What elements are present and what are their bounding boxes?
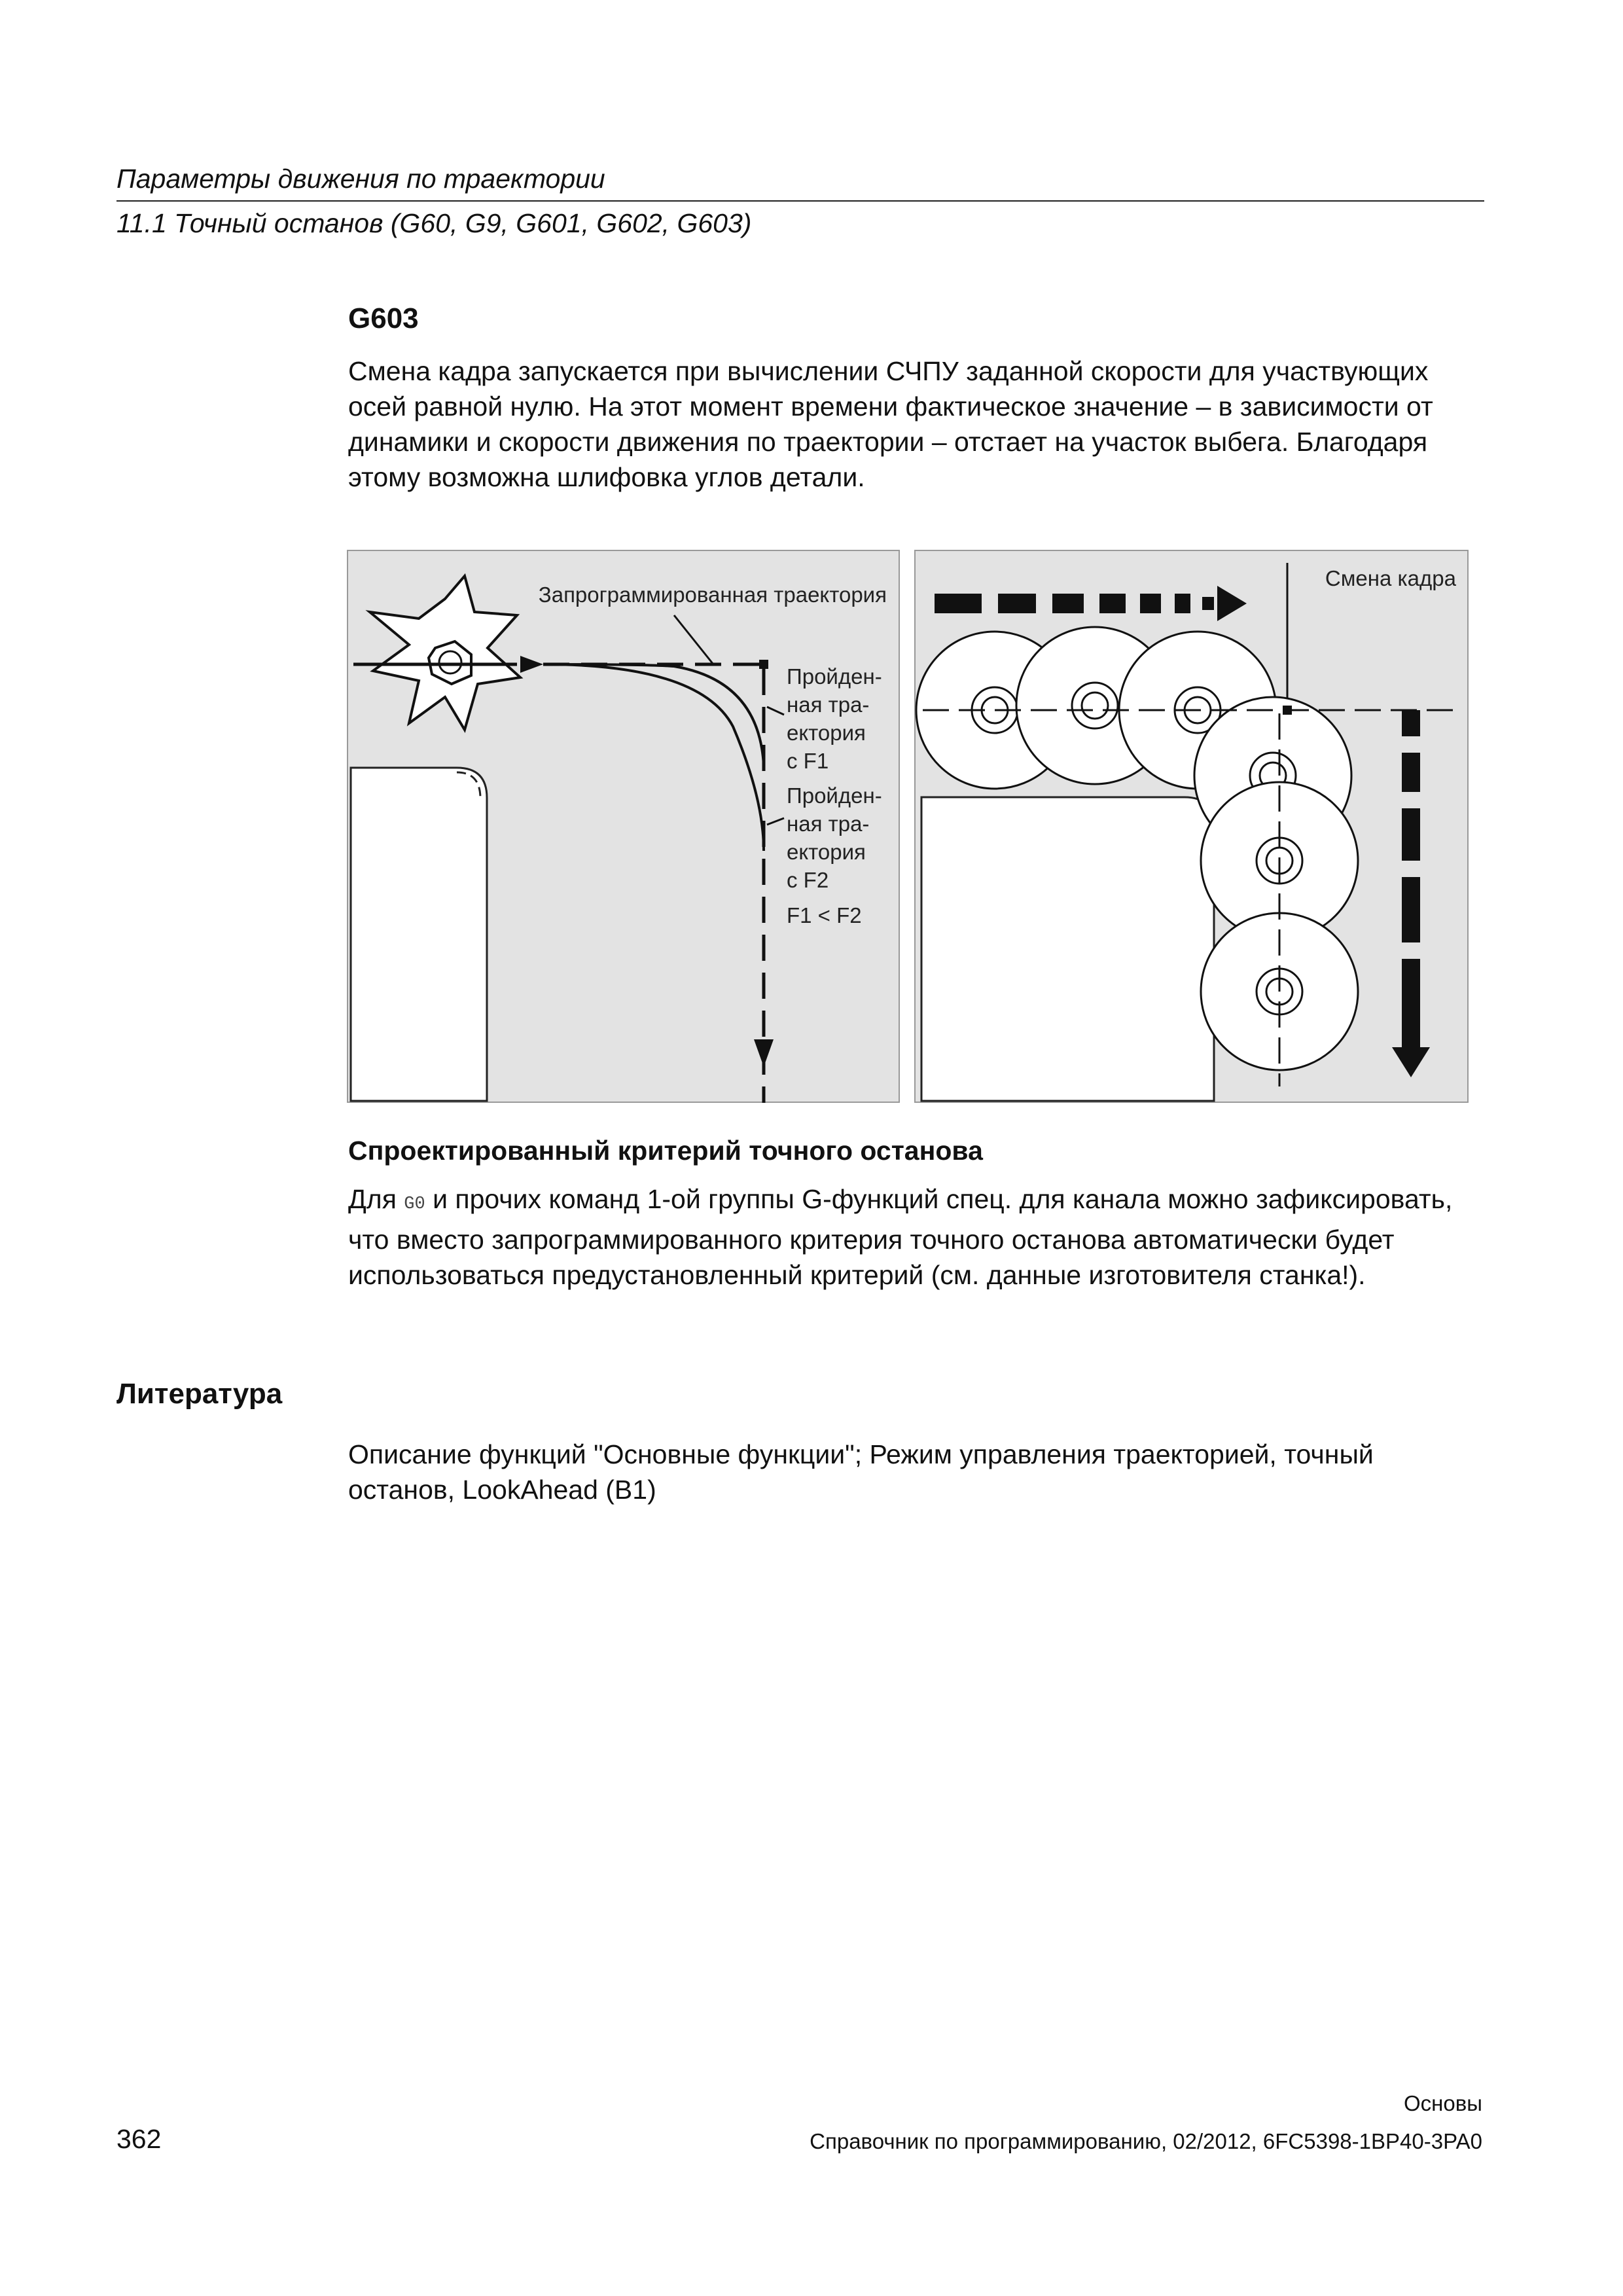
block-change-point: [1283, 706, 1292, 715]
dash-5: [1140, 594, 1161, 613]
label-block-change: Смена кадра: [1325, 566, 1456, 590]
page-number: 362: [116, 2124, 162, 2154]
g603-paragraph: Смена кадра запускается при вычислении СЧПУ заданной скорости для участвующих осей равной нулю. На этот момент времени фактическое значение – в зависимости от динамики и скорости движения по траектории – отстает на участок выбега. Благодаря этому возможна шлифовка углов детали.: [348, 356, 1433, 492]
label-f1-line1: Пройден-: [787, 664, 882, 689]
vdash-2: [1402, 753, 1420, 792]
footer-doc-info: Справочник по программированию, 02/2012, 6FC5398-1BP40-3PA0: [810, 2129, 1482, 2153]
programmed-corner-marker: [759, 660, 768, 669]
criterion-text-after: и прочих команд 1-ой группы G-функций спец. для канала можно зафиксировать, что вместо запрограммированного критерия точного останова автоматически будет использоваться предустановленный критерий (см. данные изготовителя станка!).: [348, 1184, 1453, 1290]
g603-figure: [347, 550, 1469, 1103]
dash-3: [1052, 594, 1084, 613]
criterion-heading: Спроектированный критерий точного останова: [348, 1136, 983, 1166]
footer-doc-title: Основы: [1404, 2091, 1482, 2115]
g603-heading: G603: [348, 302, 419, 334]
dash-1: [935, 594, 982, 613]
label-f1-line2: ная тра-: [787, 692, 870, 717]
dash-6: [1175, 594, 1190, 613]
label-f1-lt-f2: F1 < F2: [787, 903, 862, 927]
label-f1-line4: с F1: [787, 749, 829, 773]
label-programmed-path: Запрограммированная траектория: [538, 583, 887, 607]
label-f2-line3: ектория: [787, 840, 866, 864]
label-f2-line1: Пройден-: [787, 783, 882, 808]
left-panel: [348, 550, 899, 1103]
workpiece-right: [921, 797, 1214, 1101]
literature-heading: Литература: [116, 1378, 283, 1410]
dash-2: [998, 594, 1036, 613]
vdash-4: [1402, 877, 1420, 942]
running-header-chapter: Параметры движения по траектории: [116, 164, 605, 194]
dash-4: [1099, 594, 1126, 613]
vdash-3: [1402, 808, 1420, 861]
vdash-5: [1402, 959, 1420, 1047]
header-rule: [116, 200, 1484, 202]
criterion-text-before: Для: [348, 1184, 404, 1214]
running-header-section: 11.1 Точный останов (G60, G9, G601, G602, G603): [116, 208, 752, 238]
g0-code: G0: [404, 1194, 425, 1214]
workpiece-left: [351, 768, 487, 1101]
criterion-paragraph: [348, 1181, 1487, 1293]
vdash-1: [1402, 710, 1420, 736]
label-f2-line4: с F2: [787, 868, 829, 892]
dash-7: [1202, 597, 1214, 610]
right-panel: [915, 550, 1468, 1102]
label-f2-line2: ная тра-: [787, 812, 870, 836]
label-f1-line3: ектория: [787, 721, 866, 745]
literature-paragraph: Описание функций "Основные функции"; Режим управления траекторией, точный останов, LookAhead (B1): [348, 1439, 1374, 1505]
